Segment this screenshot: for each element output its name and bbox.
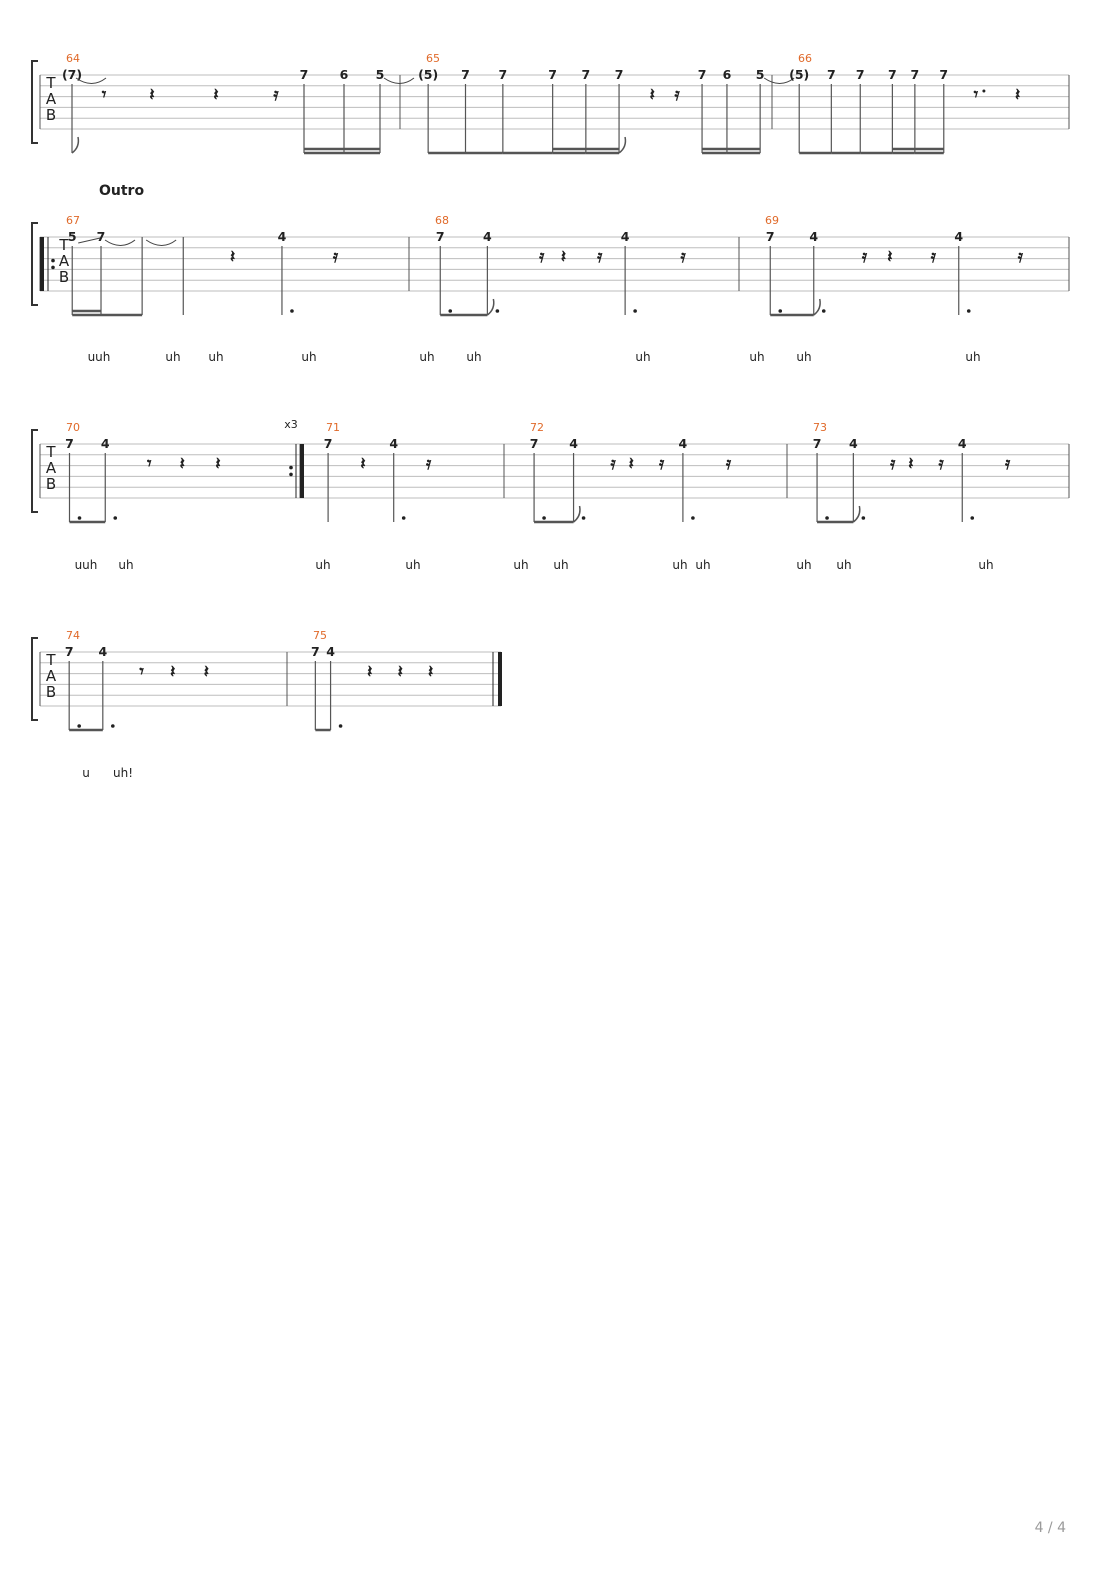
measure-number: 73 xyxy=(813,421,827,434)
fret-number: 4 xyxy=(277,229,287,244)
rest-quarter: 𝄽 xyxy=(170,662,176,682)
tab-clef-letter: T xyxy=(46,651,56,669)
fret-number: 7 xyxy=(435,229,445,244)
rest-quarter: 𝄽 xyxy=(367,662,373,682)
measure-70 xyxy=(65,421,220,522)
fret-number: 7 xyxy=(65,436,74,451)
fret-number: 7 xyxy=(697,67,707,82)
measure-number: 69 xyxy=(765,214,779,227)
fret-number: (5) xyxy=(418,67,439,82)
measure-74 xyxy=(65,629,209,730)
tab-clef-letter: B xyxy=(45,683,57,701)
rest-quarter: 𝄽 xyxy=(908,454,914,474)
fret-number: 4 xyxy=(848,436,858,451)
fret-number: 7 xyxy=(581,67,591,82)
lyric-syllable: uh xyxy=(796,558,812,572)
lyric-syllable: uh xyxy=(301,350,317,364)
tab-clef-letter: A xyxy=(45,667,57,685)
lyric-syllable: uh xyxy=(965,350,981,364)
fret-number: 4 xyxy=(98,644,108,659)
tab-clef-letter: T xyxy=(46,443,56,461)
duration-dot xyxy=(496,309,500,313)
rest-16th: 𝄿 xyxy=(680,247,686,267)
note-flag xyxy=(72,137,78,153)
fret-number: 4 xyxy=(620,229,630,244)
rest-quarter: 𝄽 xyxy=(397,662,403,682)
fret-number: 7 xyxy=(910,67,920,82)
rest-quarter: 𝄽 xyxy=(360,454,366,474)
duration-dot xyxy=(111,724,115,728)
lyric-syllable: uh xyxy=(466,350,482,364)
note-flag xyxy=(853,506,859,522)
measure-number: 74 xyxy=(66,629,80,642)
fret-number: 4 xyxy=(100,436,110,451)
lyric-syllable: uh xyxy=(419,350,435,364)
fret-number: 4 xyxy=(957,436,967,451)
tab-clef-letter: B xyxy=(45,106,57,124)
rest-16th: 𝄿 xyxy=(890,454,896,474)
repeat-start-thick xyxy=(40,237,44,291)
fret-number: 5 xyxy=(67,229,77,244)
rest-16th: 𝄿 xyxy=(539,247,545,267)
fret-number: 7 xyxy=(614,67,624,82)
rest-16th: 𝄿 xyxy=(332,247,339,267)
rest-16th: 𝄿 xyxy=(938,454,944,474)
tie-arc xyxy=(105,240,135,246)
duration-dot xyxy=(862,516,866,520)
measure-66 xyxy=(789,52,1020,153)
fret-number: 4 xyxy=(954,229,964,244)
fret-number: 7 xyxy=(323,436,333,451)
fret-number: 6 xyxy=(722,67,732,82)
duration-dot xyxy=(633,309,637,313)
lyric-syllable: uh xyxy=(635,350,651,364)
measure-67 xyxy=(66,214,339,315)
repeat-dot xyxy=(51,266,55,270)
fret-number: 7 xyxy=(96,229,106,244)
tab-clef-letter: T xyxy=(59,236,69,254)
rest-quarter: 𝄽 xyxy=(215,454,221,474)
duration-dot xyxy=(825,516,829,520)
lyric-syllable: uh xyxy=(118,558,134,572)
duration-dot xyxy=(691,516,695,520)
duration-dot xyxy=(970,516,974,520)
duration-dot xyxy=(290,309,294,313)
fret-number: 7 xyxy=(855,67,865,82)
fret-number: 7 xyxy=(310,644,320,659)
rest-quarter: 𝄽 xyxy=(179,454,185,474)
rest-eighth: 𝄾 xyxy=(139,662,144,682)
tab-clef-letter: T xyxy=(46,74,56,92)
repeat-dot xyxy=(289,473,293,477)
rest-16th: 𝄿 xyxy=(273,85,279,105)
fret-number: 5 xyxy=(375,67,385,82)
rest-quarter: 𝄽 xyxy=(887,247,893,267)
measure-number: 75 xyxy=(313,629,327,642)
note-flag xyxy=(619,137,625,153)
system-bracket xyxy=(32,61,38,143)
lyric-syllable: uh xyxy=(695,558,711,572)
fret-number: 7 xyxy=(826,67,836,82)
fret-number: 7 xyxy=(498,67,508,82)
rest-quarter: 𝄽 xyxy=(1015,85,1021,105)
fret-number: 7 xyxy=(939,67,949,82)
rest-quarter: 𝄽 xyxy=(560,247,567,267)
fret-number: 4 xyxy=(809,229,819,244)
rest-16th: 𝄿 xyxy=(425,454,432,474)
measure-72 xyxy=(530,421,732,522)
lyric-syllable: uuh xyxy=(87,350,111,364)
fret-number: 4 xyxy=(678,436,688,451)
measure-number: 68 xyxy=(435,214,449,227)
repeat-dot xyxy=(51,259,55,263)
lyric-syllable: uh xyxy=(672,558,688,572)
rest-quarter: 𝄽 xyxy=(203,662,209,682)
tab-clef-letter: B xyxy=(58,268,70,286)
measure-65 xyxy=(418,52,794,153)
system-4 xyxy=(32,629,502,780)
tab-clef-letter: A xyxy=(45,90,57,108)
fret-number: 7 xyxy=(812,436,822,451)
fret-number: 7 xyxy=(299,67,309,82)
measure-73 xyxy=(813,421,1011,522)
duration-dot xyxy=(339,724,343,728)
measure-number: 66 xyxy=(798,52,812,65)
duration-dot xyxy=(77,724,81,728)
duration-dot xyxy=(402,516,406,520)
final-barline xyxy=(498,652,502,706)
tie-arc xyxy=(146,240,176,246)
fret-number: 4 xyxy=(326,644,335,659)
tab-clef-letter: A xyxy=(58,252,70,270)
measure-71 xyxy=(324,421,432,522)
lyric-syllable: uh xyxy=(749,350,765,364)
rest-16th: 𝄿 xyxy=(861,247,868,267)
fret-number: 7 xyxy=(548,67,558,82)
system-1 xyxy=(32,52,1069,153)
lyric-syllable: u xyxy=(82,766,90,780)
rest-16th: 𝄿 xyxy=(930,247,936,267)
measure-number: 72 xyxy=(530,421,544,434)
fret-number: 4 xyxy=(569,436,578,451)
measure-number: 65 xyxy=(426,52,440,65)
page-number: 4 / 4 xyxy=(1034,1520,1066,1536)
rest-dotted-eighth: 𝄾 xyxy=(973,85,979,105)
fret-number: (5) xyxy=(789,67,810,82)
fret-number: 5 xyxy=(755,67,765,82)
repeat-end-thick xyxy=(300,444,304,498)
fret-number: 7 xyxy=(461,67,470,82)
duration-dot xyxy=(448,309,452,313)
fret-number: 7 xyxy=(64,644,74,659)
measure-64 xyxy=(62,52,414,153)
measure-number: 70 xyxy=(66,421,80,434)
note-flag xyxy=(487,299,493,315)
lyric-syllable: uuh xyxy=(74,558,98,572)
fret-number: 6 xyxy=(339,67,349,82)
tie-arc xyxy=(384,78,414,84)
duration-dot xyxy=(822,309,826,313)
rest-quarter: 𝄽 xyxy=(628,454,634,474)
duration-dot xyxy=(78,516,82,520)
fret-number: 4 xyxy=(389,436,399,451)
tab-clef-letter: B xyxy=(45,475,57,493)
repeat-count: x3 xyxy=(284,418,298,431)
lyric-syllable: uh xyxy=(208,350,224,364)
fret-number: (7) xyxy=(61,67,83,82)
rest-16th: 𝄿 xyxy=(674,85,680,105)
rest-16th: 𝄿 xyxy=(659,454,665,474)
lyric-syllable: uh xyxy=(553,558,569,572)
duration-dot xyxy=(542,516,546,520)
rest-quarter: 𝄽 xyxy=(213,85,219,105)
rest-quarter: 𝄽 xyxy=(149,85,155,105)
lyric-syllable: uh xyxy=(836,558,852,572)
fret-number: 7 xyxy=(529,436,539,451)
rest-16th: 𝄿 xyxy=(597,247,603,267)
rest-eighth: 𝄾 xyxy=(146,454,152,474)
lyric-syllable: uh xyxy=(796,350,812,364)
system-bracket xyxy=(32,430,38,512)
fret-number: 4 xyxy=(483,229,492,244)
measure-75 xyxy=(311,629,433,730)
measure-69 xyxy=(765,214,1024,315)
system-2 xyxy=(32,183,1069,364)
duration-dot xyxy=(113,516,117,520)
system-bracket xyxy=(32,638,38,720)
measure-number: 64 xyxy=(66,52,80,65)
section-label: Outro xyxy=(99,183,145,199)
note-flag xyxy=(814,299,820,315)
rest-16th: 𝄿 xyxy=(1017,247,1023,267)
rest-quarter: 𝄽 xyxy=(649,85,655,105)
rest-16th: 𝄿 xyxy=(610,454,616,474)
fret-number: 7 xyxy=(888,67,897,82)
measure-number: 71 xyxy=(326,421,340,434)
rest-16th: 𝄿 xyxy=(725,454,732,474)
duration-dot xyxy=(967,309,971,313)
rest-eighth: 𝄾 xyxy=(101,85,107,105)
rest-quarter: 𝄽 xyxy=(230,247,236,267)
system-bracket xyxy=(32,223,38,305)
duration-dot xyxy=(778,309,782,313)
rest-16th: 𝄿 xyxy=(1005,454,1011,474)
measure-number: 67 xyxy=(66,214,80,227)
repeat-dot xyxy=(289,466,293,470)
measure-68 xyxy=(435,214,687,315)
fret-number: 7 xyxy=(765,229,775,244)
note-flag xyxy=(574,506,580,522)
tab-clef-letter: A xyxy=(45,459,57,477)
lyric-syllable: uh xyxy=(165,350,181,364)
lyric-syllable: uh xyxy=(978,558,994,572)
lyric-syllable: uh xyxy=(513,558,529,572)
lyric-syllable: uh! xyxy=(112,766,134,780)
lyric-syllable: uh xyxy=(405,558,421,572)
system-3 xyxy=(32,418,1069,572)
lyric-syllable: uh xyxy=(315,558,331,572)
rest-dot xyxy=(982,90,985,93)
duration-dot xyxy=(582,516,586,520)
rest-quarter: 𝄽 xyxy=(428,662,434,682)
